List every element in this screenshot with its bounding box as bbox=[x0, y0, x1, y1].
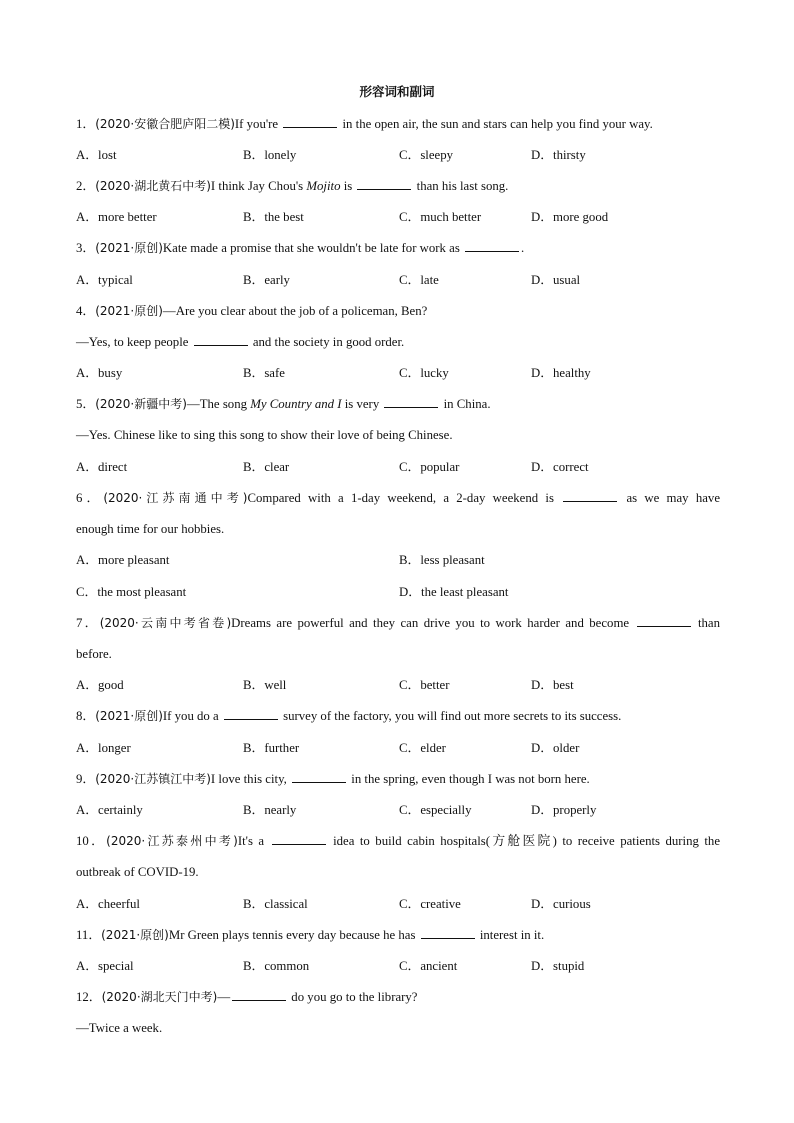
option-c: C．ancient bbox=[399, 959, 458, 973]
question-source: (2020·安徽合肥庐阳二模) bbox=[95, 117, 235, 131]
answer-blank bbox=[224, 708, 278, 720]
option-a: A．cheerful bbox=[76, 897, 140, 911]
question-4: 4．(2021·原创)—Are you clear about the job of a policeman, Ben? bbox=[76, 304, 428, 318]
option-b: B．classical bbox=[243, 897, 308, 911]
answer-blank bbox=[465, 240, 519, 252]
option-d: D．curious bbox=[531, 897, 591, 911]
option-b: B．clear bbox=[243, 460, 290, 474]
answer-blank bbox=[384, 396, 438, 408]
question-number: 11． bbox=[76, 928, 102, 942]
answer-blank bbox=[194, 334, 248, 346]
question-11: 11．(2021·原创)Mr Green plays tennis every day because he has interest in it. bbox=[76, 928, 545, 942]
option-d: D．stupid bbox=[531, 959, 585, 973]
question-8: 8．(2021·原创)If you do a survey of the factory, you will find out more secrets to its success. bbox=[76, 709, 622, 723]
question-source: (2021·原创) bbox=[95, 241, 163, 255]
option-d: D．usual bbox=[531, 273, 581, 287]
option-d: D．best bbox=[531, 678, 574, 692]
question-source: (2021·原创) bbox=[95, 304, 163, 318]
question-2: 2．(2020·湖北黄石中考)I think Jay Chou's Mojito is than his last song. bbox=[76, 179, 509, 193]
option-a: A．lost bbox=[76, 148, 117, 162]
question-7: 7．(2020·云南中考省卷)Dreams are powerful and they can drive you to work harder and become than bbox=[76, 616, 721, 630]
option-a: A．more better bbox=[76, 210, 157, 224]
question-12-reply: —Twice a week. bbox=[76, 1021, 163, 1035]
option-b: B．well bbox=[243, 678, 287, 692]
question-number: 2． bbox=[76, 179, 96, 193]
option-a: A．more pleasant bbox=[76, 553, 170, 567]
answer-blank bbox=[421, 927, 475, 939]
option-c: C．popular bbox=[399, 460, 460, 474]
question-5: 5．(2020·新疆中考)—The song My Country and I is very in China. bbox=[76, 397, 491, 411]
answer-blank bbox=[357, 178, 411, 190]
option-c: C．creative bbox=[399, 897, 461, 911]
question-6: 6．(2020·江苏南通中考)Compared with a 1-day weekend, a 2-day weekend is as we may have bbox=[76, 491, 720, 505]
question-7-cont: before. bbox=[76, 647, 112, 661]
option-d: D．more good bbox=[531, 210, 609, 224]
question-source: (2020·江苏南通中考) bbox=[103, 491, 248, 505]
answer-blank bbox=[563, 490, 617, 502]
question-source: (2020·新疆中考) bbox=[95, 397, 187, 411]
question-number: 12． bbox=[76, 990, 102, 1004]
option-a: A．special bbox=[76, 959, 134, 973]
option-a: A．typical bbox=[76, 273, 133, 287]
option-a: A．good bbox=[76, 678, 124, 692]
question-6-cont: enough time for our hobbies. bbox=[76, 522, 225, 536]
option-c: C．especially bbox=[399, 803, 472, 817]
option-d: D．healthy bbox=[531, 366, 591, 380]
option-b: B．lonely bbox=[243, 148, 297, 162]
question-12: 12．(2020·湖北天门中考)— do you go to the library? bbox=[76, 990, 418, 1004]
option-c: C．late bbox=[399, 273, 439, 287]
option-c: C．sleepy bbox=[399, 148, 454, 162]
option-b: B．nearly bbox=[243, 803, 297, 817]
option-a: A．certainly bbox=[76, 803, 143, 817]
question-3: 3．(2021·原创)Kate made a promise that she wouldn't be late for work as . bbox=[76, 241, 525, 255]
option-d: D．properly bbox=[531, 803, 597, 817]
option-b: B．safe bbox=[243, 366, 285, 380]
question-number: 10． bbox=[76, 834, 107, 848]
question-source: (2020·江苏镇江中考) bbox=[95, 772, 211, 786]
question-4-reply: —Yes, to keep people and the society in good order. bbox=[76, 335, 405, 349]
option-b: B．the best bbox=[243, 210, 304, 224]
answer-blank bbox=[272, 833, 326, 845]
option-b: B．less pleasant bbox=[399, 553, 485, 567]
question-10-cont: outbreak of COVID-19. bbox=[76, 865, 199, 879]
option-d: D．correct bbox=[531, 460, 589, 474]
question-number: 6． bbox=[76, 491, 104, 505]
option-c: C．the most pleasant bbox=[76, 585, 187, 599]
question-number: 1． bbox=[76, 117, 96, 131]
option-a: A．direct bbox=[76, 460, 128, 474]
option-c: C．much better bbox=[399, 210, 482, 224]
page-title: 形容词和副词 bbox=[359, 84, 435, 99]
question-number: 8． bbox=[76, 709, 96, 723]
question-number: 5． bbox=[76, 397, 96, 411]
option-c: C．better bbox=[399, 678, 450, 692]
question-number: 7． bbox=[76, 616, 100, 630]
option-c: C．lucky bbox=[399, 366, 449, 380]
option-d: D．thirsty bbox=[531, 148, 586, 162]
option-b: B．further bbox=[243, 741, 300, 755]
question-source: (2020·江苏泰州中考) bbox=[106, 834, 238, 848]
option-a: A．longer bbox=[76, 741, 131, 755]
question-number: 9． bbox=[76, 772, 96, 786]
question-number: 4． bbox=[76, 304, 96, 318]
answer-blank bbox=[637, 615, 691, 627]
question-source: (2020·湖北黄石中考) bbox=[95, 179, 211, 193]
option-d: D．older bbox=[531, 741, 580, 755]
answer-blank bbox=[232, 989, 286, 1001]
question-source: (2020·云南中考省卷) bbox=[99, 616, 232, 630]
answer-blank bbox=[283, 116, 337, 128]
option-b: B．common bbox=[243, 959, 310, 973]
option-c: C．elder bbox=[399, 741, 446, 755]
question-source: (2021·原创) bbox=[95, 709, 163, 723]
question-number: 3． bbox=[76, 241, 96, 255]
question-1: 1．(2020·安徽合肥庐阳二模)If you're in the open air, the sun and stars can help you find your way. bbox=[76, 117, 653, 131]
option-a: A．busy bbox=[76, 366, 123, 380]
question-5-reply: —Yes. Chinese like to sing this song to show their love of being Chinese. bbox=[76, 428, 453, 442]
question-9: 9．(2020·江苏镇江中考)I love this city, in the spring, even though I was not born here. bbox=[76, 772, 590, 786]
option-d: D．the least pleasant bbox=[399, 585, 509, 599]
question-source: (2020·湖北天门中考) bbox=[101, 990, 218, 1004]
answer-blank bbox=[292, 771, 346, 783]
question-source: (2021·原创) bbox=[101, 928, 169, 942]
option-b: B．early bbox=[243, 273, 290, 287]
question-10: 10．(2020·江苏泰州中考)It's a idea to build cabin hospitals(方舱医院) to receive patients during the bbox=[76, 834, 721, 848]
